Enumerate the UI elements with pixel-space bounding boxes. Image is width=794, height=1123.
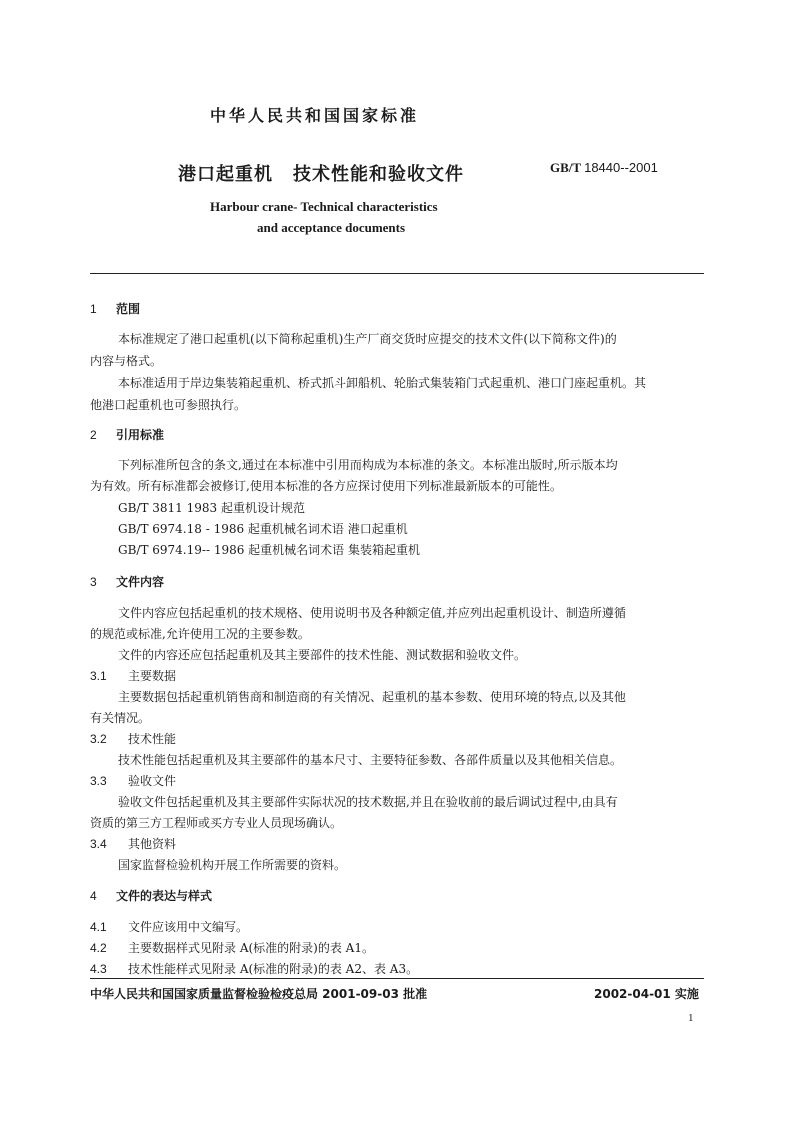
section-3-number: 3 (90, 575, 97, 589)
list-item (90, 918, 248, 935)
list-item (90, 960, 418, 977)
document-title-cn (178, 160, 464, 186)
effective-date: 2002-04-01 实施 (594, 987, 699, 1001)
subsection-3-1-line2: 有关情况。 (90, 711, 151, 725)
section-3-para1-line1: 文件内容应包括起重机的技术规格、使用说明书及各种额定值,并应列出起重机设计、制造所遵循 (118, 606, 626, 620)
subsection-3-4-line1: 国家监督检验机构开展工作所需要的资料。 (118, 858, 347, 872)
section-2-number: 2 (90, 428, 97, 442)
section-4-title: 文件的表达与样式 (116, 889, 213, 903)
section-1-para1-line1: 本标准规定了港口起重机(以下简称起重机)生产厂商交货时应提交的技术文件(以下简称文件)的 (118, 332, 617, 346)
standard-code (550, 160, 658, 176)
subsection-3-2-line1: 技术性能包括起重机及其主要部件的基本尺寸、主要特征参数、各部件质量以及其他相关信息。 (118, 753, 623, 767)
subsection-3-1-title: 主要数据 (128, 669, 177, 683)
footer-rule (90, 978, 704, 979)
subsection-3-3-line2: 资质的第三方工程师或买方专业人员现场确认。 (90, 816, 343, 830)
section-3-title: 文件内容 (116, 575, 165, 589)
reference-item: GB/T 6974.18 - 1986 起重机械名词术语 港口起重机 (118, 522, 408, 536)
section-3-heading (90, 573, 164, 590)
subsection-3-3-heading (90, 772, 176, 789)
section-3-para2: 文件的内容还应包括起重机及其主要部件的技术性能、测试数据和验收文件。 (118, 648, 527, 662)
reference-item: GB/T 6974.19-- 1986 起重机械名词术语 集装箱起重机 (118, 543, 420, 557)
subsection-3-2-title: 技术性能 (128, 732, 177, 746)
subsection-3-2-number: 3.2 (90, 732, 107, 746)
section-3-para1-line2: 的规范或标准,允许使用工况的主要参数。 (90, 627, 310, 641)
reference-item: GB/T 3811 1983 起重机设计规范 (118, 501, 305, 515)
item-text: 文件应该用中文编写。 (128, 920, 249, 934)
item-number: 4.1 (90, 920, 107, 934)
document-title-en-line1: Harbour crane- Technical characteristics (210, 199, 438, 214)
section-2-heading (90, 426, 164, 443)
section-2-para1-line2: 为有效。所有标准都会被修订,使用本标准的各方应探讨使用下列标准最新版本的可能性。 (90, 479, 562, 493)
section-1-para1-line2: 内容与格式。 (90, 354, 163, 368)
subsection-3-3-title: 验收文件 (128, 774, 177, 788)
item-text: 主要数据样式见附录 A(标准的附录)的表 A1。 (128, 941, 374, 955)
title-cn-part1: 港口起重机 (178, 164, 273, 185)
section-1-title: 范围 (116, 302, 141, 316)
standard-prefix: GB/T (550, 160, 581, 175)
section-4-number: 4 (90, 889, 97, 903)
national-standard-heading: 中华人民共和国国家标准 (210, 106, 420, 125)
section-2-para1-line1: 下列标准所包含的条文,通过在本标准中引用而构成为本标准的条文。本标准出版时,所示版本均 (118, 458, 618, 472)
subsection-3-4-number: 3.4 (90, 837, 107, 851)
approval-line: 中华人民共和国国家质量监督检验检疫总局 2001-09-03 批准 (90, 987, 428, 1001)
subsection-3-3-line1: 验收文件包括起重机及其主要部件实际状况的技术数据,并且在验收前的最后调试过程中,由具有 (118, 795, 618, 809)
subsection-3-4-heading (90, 835, 176, 852)
title-cn-part2: 技术性能和验收文件 (293, 164, 464, 185)
section-2-title: 引用标准 (116, 428, 165, 442)
standard-number: 18440--2001 (584, 160, 658, 175)
item-number: 4.2 (90, 941, 107, 955)
document-title-en-line2: and acceptance documents (257, 220, 406, 235)
section-1-number: 1 (90, 302, 97, 316)
subsection-3-1-number: 3.1 (90, 669, 107, 683)
section-1-para2-line1: 本标准适用于岸边集装箱起重机、桥式抓斗卸船机、轮胎式集装箱门式起重机、港口门座起重机。其 (118, 376, 647, 390)
subsection-3-2-heading (90, 730, 176, 747)
header-rule (90, 273, 704, 274)
page-number: 1 (688, 1012, 694, 1024)
subsection-3-1-heading (90, 667, 176, 684)
subsection-3-4-title: 其他资料 (128, 837, 177, 851)
subsection-3-1-line1: 主要数据包括起重机销售商和制造商的有关情况、起重机的基本参数、使用环境的特点,以及其他 (118, 690, 626, 704)
item-text: 技术性能样式见附录 A(标准的附录)的表 A2、表 A3。 (128, 962, 419, 976)
section-1-para2-line2: 他港口起重机也可参照执行。 (90, 398, 247, 412)
subsection-3-3-number: 3.3 (90, 774, 107, 788)
section-1-heading (90, 300, 140, 317)
list-item (90, 939, 374, 956)
item-number: 4.3 (90, 962, 107, 976)
section-4-heading (90, 887, 212, 904)
